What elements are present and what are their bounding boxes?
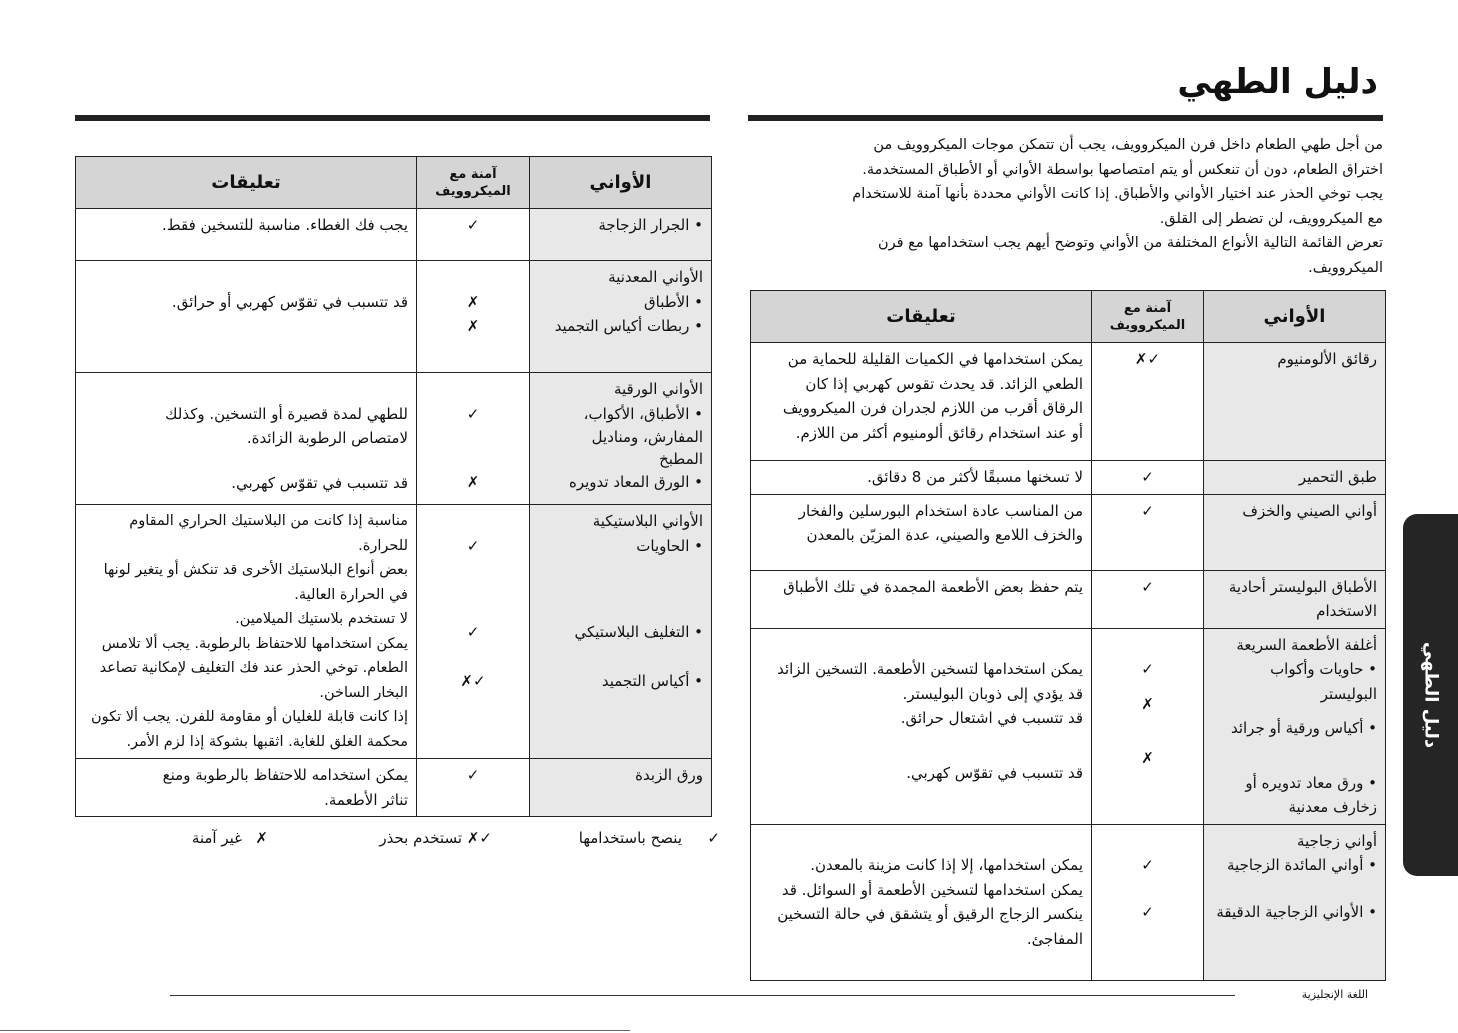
table-header-row <box>751 291 1386 343</box>
utensil-category: الأواني الورقية <box>613 380 703 398</box>
table-row <box>76 209 712 261</box>
utensil-name: • أواني المائدة الزجاجية <box>1227 856 1377 874</box>
header-safe-line: الميكروويف <box>435 183 511 199</box>
utensil-name: • ربطات أكياس التجميد <box>554 317 703 335</box>
table-row <box>751 494 1386 570</box>
utensil-name: المفارش، ومناديل <box>591 428 703 446</box>
comment-line: لامتصاص الرطوبة الزائدة. <box>246 429 408 447</box>
utensil-name: • أكياس ورقية أو جرائد <box>1230 719 1377 737</box>
utensil-name: • الأطباق <box>643 292 703 311</box>
comment-line: البخار الساخن. <box>319 684 408 701</box>
utensil-name: طبق التحمير <box>1298 468 1377 486</box>
header-safe-line: الميكروويف <box>1109 317 1186 333</box>
comment-line: محكمة الغلق للغاية. اثقبها بشوكة إذا لزم الأمر. <box>126 733 408 750</box>
utensil-name: • أكياس التجميد <box>601 671 703 690</box>
comment-line: يتم حفظ بعض الأطعمة المجمدة في تلك الأطباق <box>783 577 1083 596</box>
utensil-name: • التغليف البلاستيكي <box>574 623 703 641</box>
utensil-name: ورق الزبدة <box>635 766 703 784</box>
footer-language: اللغة الإنجليزية <box>1301 988 1368 1001</box>
header-microwave-safe <box>417 157 530 209</box>
intro-line: من أجل طهي الطعام داخل فرن الميكروويف، يجب أن تتمكن موجات الميكروويف من <box>873 137 1383 153</box>
safety-mark: ✓ <box>1141 468 1154 486</box>
table-row <box>751 570 1386 628</box>
table-header-row <box>76 157 712 209</box>
table-row <box>76 505 712 759</box>
legend-caution-label: تستخدم بحذر <box>379 829 462 847</box>
utensil-category: الأواني البلاستيكية <box>592 512 703 530</box>
header-safe-line: آمنة مع <box>449 166 497 182</box>
comment-line: في الحرارة العالية. <box>294 586 408 603</box>
legend-unsafe-label: غير آمنة <box>191 829 242 847</box>
utensil-name: • الأواني الزجاجية الدقيقة <box>1216 902 1377 921</box>
header-microwave-safe <box>1092 291 1204 343</box>
comment-line: للطهي لمدة قصيرة أو التسخين. وكذلك <box>165 404 408 423</box>
safety-mark: ✗ <box>466 473 480 491</box>
utensil-name: • الحاويات <box>636 536 703 555</box>
header-rule-right <box>748 115 1383 121</box>
utensil-category: أغلفة الأطعمة السريعة <box>1236 635 1377 654</box>
comment-line: أو عند استخدام رقائق ألومنيوم أكثر من اللازم. <box>795 423 1083 442</box>
safety-mark: ✓ <box>466 216 480 234</box>
cookware-table-left <box>75 156 712 817</box>
legend-caution-mark: ✓✗ <box>466 829 492 847</box>
intro-paragraph <box>743 133 1383 280</box>
bottom-rule <box>0 1030 630 1031</box>
comment-line: تناثر الأطعمة. <box>324 790 408 809</box>
legend-unsafe-mark: ✗ <box>255 829 268 847</box>
safety-mark: ✓✗ <box>1134 350 1161 368</box>
utensil-name: • الأطباق، الأكواب، <box>583 404 703 423</box>
utensil-category: أواني زجاجية <box>1297 831 1377 850</box>
legend-recommended-mark: ✓ <box>707 829 720 847</box>
safety-mark: ✓ <box>1141 856 1154 874</box>
safety-mark: ✓ <box>466 536 480 555</box>
safety-mark: ✓ <box>466 404 480 423</box>
comment-line: والخزف اللامع والصيني، عدة المزيّن بالمعدن <box>806 526 1083 544</box>
comment-line: يمكن استخدامها في الكميات القليلة للحماية من <box>787 350 1083 368</box>
table-row <box>751 461 1386 495</box>
chapter-tab <box>1403 514 1458 876</box>
legend <box>140 829 720 851</box>
table-row <box>76 261 712 373</box>
comment-line: المفاجئ. <box>1026 929 1083 948</box>
utensil-name: • الورق المعاد تدويره <box>568 473 703 491</box>
utensil-name: الاستخدام <box>1316 602 1377 620</box>
comment-line: قد تتسبب في تقوّس كهربي. <box>906 763 1083 782</box>
page-title: دليل الطهي <box>1177 62 1378 102</box>
utensil-name: زخارف معدنية <box>1288 798 1377 816</box>
comment-line: يجب فك الغطاء. مناسبة للتسخين فقط. <box>161 216 408 234</box>
comment-line: الطعام. توخي الحذر عند فك التغليف لإمكانية تصاعد <box>99 660 408 676</box>
intro-line: تعرض القائمة التالية الأنواع المختلفة من الأواني وتوضح أيهم يجب استخدامها مع فرن <box>877 235 1383 251</box>
comment-line: يمكن استخدامها لتسخين الأطعمة. التسخين الزائد <box>777 660 1083 678</box>
safety-mark: ✓ <box>1141 501 1154 520</box>
safety-mark: ✓ <box>1141 902 1154 921</box>
table-row <box>76 759 712 817</box>
utensil-category: الأواني المعدنية <box>608 268 703 286</box>
comment-line: إذا كانت قابلة للغليان أو مقاومة للفرن. يجب ألا تكون <box>90 709 408 725</box>
header-rule-left <box>75 115 710 121</box>
comment-line: مناسبة إذا كانت من البلاستيك الحراري المقاوم للحرارة. <box>129 513 408 554</box>
comment-line: من المناسب عادة استخدام البورسلين والفخار <box>798 501 1083 520</box>
comment-line: بعض أنواع البلاستيك الأخرى قد تنكش أو يتغير لونها <box>103 562 408 578</box>
safety-mark: ✗ <box>466 292 480 311</box>
utensil-name: • ورق معاد تدويره أو <box>1245 773 1377 792</box>
header-utensils: الأواني <box>530 157 712 209</box>
safety-mark: ✓ <box>466 766 480 784</box>
footer-rule <box>170 995 1235 996</box>
safety-mark: ✗ <box>1141 694 1154 713</box>
comment-line: لا تستخدم بلاستيك الميلامين. <box>235 611 408 627</box>
comment-line: قد تتسبب في تقوّس كهربي. <box>231 473 408 492</box>
table-row <box>751 628 1386 824</box>
table-row <box>751 824 1386 980</box>
table-row <box>76 373 712 505</box>
header-safe-line: آمنة مع <box>1123 300 1172 316</box>
comment-line: الطعي الزائد. قد يحدث تقوس كهربي إذا كان <box>805 374 1083 393</box>
comment-line: لا تسخنها مسبقًا لأكثر من 8 دقائق. <box>867 468 1083 486</box>
table-row <box>751 343 1386 461</box>
utensil-name: الأطباق البوليستر أحادية <box>1228 577 1377 596</box>
utensil-name: • الجرار الزجاجة <box>598 216 703 234</box>
cookware-table-right <box>750 290 1386 981</box>
safety-mark: ✓✗ <box>460 671 486 690</box>
comment-line: يمكن استخدامها لتسخين الأطعمة أو السوائل. قد <box>781 880 1083 899</box>
intro-line: اختراق الطعام، دون أن تنعكس أو يتم امتصاصها بواسطة الأواني أو الأطباق المستخدمة. <box>862 161 1383 178</box>
header-comments: تعليقات <box>751 291 1092 343</box>
safety-mark: ✗ <box>1141 749 1154 767</box>
safety-mark: ✓ <box>466 623 480 641</box>
utensil-name: المطبخ <box>659 450 703 468</box>
comment-line: قد تتسبب في تقوّس كهربي أو حرائق. <box>171 292 408 311</box>
chapter-tab-label: دليل الطهي <box>1420 641 1441 749</box>
safety-mark: ✓ <box>1141 577 1154 596</box>
comment-line: ينكسر الزجاج الرقيق أو يتشقق في حالة التسخين <box>777 905 1083 923</box>
safety-mark: ✗ <box>466 317 480 335</box>
intro-line: مع الميكروويف، لن تضطر إلى القلق. <box>1159 210 1383 227</box>
comment-line: قد يؤدي إلى ذوبان البوليستر. <box>902 684 1083 703</box>
utensil-name: أواني الصيني والخزف <box>1242 501 1377 520</box>
comment-line: يمكن استخدامها للاحتفاظ بالرطوبة. يجب ألا تلامس <box>101 635 408 652</box>
comment-line: قد تتسبب في اشتعال حرائق. <box>900 709 1083 727</box>
legend-recommended-label: ينصح باستخدامها <box>578 829 682 847</box>
safety-mark: ✓ <box>1141 660 1154 678</box>
intro-line: الميكروويف. <box>1308 259 1383 276</box>
comment-line: يمكن استخدامه للاحتفاظ بالرطوبة ومنع <box>162 766 408 784</box>
utensil-name: رقائق الألومنيوم <box>1277 350 1377 368</box>
comment-line: يمكن استخدامها، إلا إذا كانت مزينة بالمعدن. <box>810 856 1083 874</box>
header-utensils: الأواني <box>1204 291 1386 343</box>
utensil-name: • حاويات وأكواب البوليستر <box>1270 660 1377 703</box>
header-comments: تعليقات <box>76 157 417 209</box>
intro-line: يجب توخي الحذر عند اختيار الأواني والأطباق. إذا كانت الأواني محددة بأنها آمنة للاستخدام <box>852 186 1383 202</box>
comment-line: الرقاق أقرب من اللازم لجدران فرن الميكروويف <box>782 399 1083 417</box>
